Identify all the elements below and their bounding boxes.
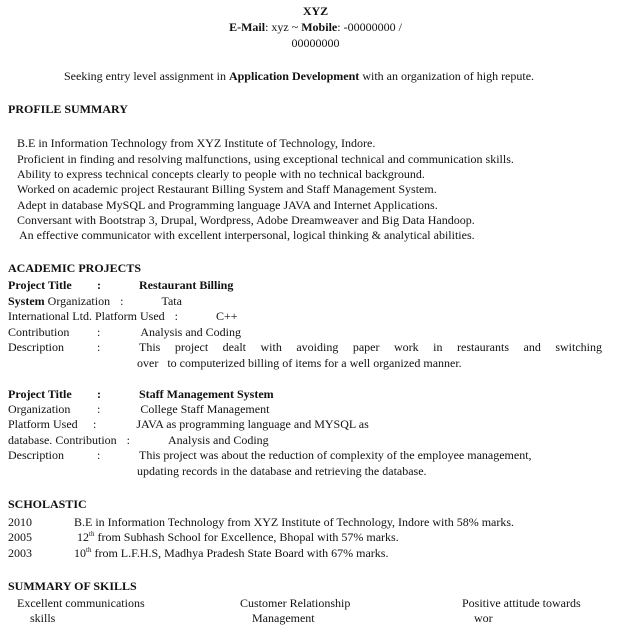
project2-description-line1: This project was about the reduction of complexity of the employee management, bbox=[139, 448, 532, 462]
project2-description-label: Description bbox=[8, 448, 64, 462]
project2-platform-colon: : bbox=[93, 417, 97, 431]
scholastic-year: 2010 bbox=[8, 515, 32, 529]
profile-item: B.E in Information Technology from XYZ Institute of Technology, Indore. bbox=[17, 136, 376, 150]
objective-suffix: with an organization of high repute. bbox=[359, 69, 535, 83]
objective bbox=[64, 69, 534, 84]
project2-org-colon: : bbox=[97, 402, 101, 416]
profile-item: An effective communicator with excellent interpersonal, logical thinking & analytical abilities. bbox=[19, 228, 475, 242]
project1-org-value: Tata bbox=[161, 294, 182, 308]
academic-projects-heading: ACADEMIC PROJECTS bbox=[8, 261, 142, 275]
project2-description-label-line bbox=[8, 448, 100, 463]
scholastic-grade-suffix: th bbox=[89, 530, 95, 538]
skills-heading: SUMMARY OF SKILLS bbox=[8, 579, 137, 593]
scholastic-detail bbox=[74, 546, 388, 561]
profile-item: Proficient in finding and resolving malfunctions, using exceptional technical and communication skills. bbox=[17, 152, 514, 166]
profile-summary-heading: PROFILE SUMMARY bbox=[8, 102, 128, 116]
scholastic-year: 2003 bbox=[8, 546, 32, 560]
project1-org-label: Organization bbox=[47, 294, 111, 308]
scholastic-text: from L.F.H.S, Madhya Pradesh State Board with 67% marks. bbox=[91, 546, 389, 560]
project2-platform-label: Platform Used bbox=[8, 417, 78, 431]
project2-platform-value: JAVA as programming language and MYSQL as bbox=[136, 417, 369, 431]
profile-item: Ability to express technical concepts clearly to people with no technical background. bbox=[17, 167, 425, 181]
scholastic-grade: 10 bbox=[74, 546, 86, 560]
mobile-label: Mobile bbox=[301, 20, 338, 34]
scholastic-text: from Subhash School for Excellence, Bhopal with 57% marks. bbox=[94, 530, 399, 544]
objective-prefix: Seeking entry level assignment in bbox=[64, 69, 229, 83]
project2-contribution-label: Contribution bbox=[55, 433, 117, 447]
mobile-value: : -00000000 / bbox=[337, 20, 402, 34]
mobile-value-cont: 00000000 bbox=[291, 36, 340, 50]
skill-item-line2: wor bbox=[474, 611, 493, 625]
project2-org-label: Organization bbox=[8, 402, 71, 416]
project1-platform-label: Platform Used bbox=[94, 309, 165, 323]
project1-title-value: Restaurant Billing bbox=[139, 278, 234, 292]
scholastic-text: B.E in Information Technology from XYZ Institute of Technology, Indore with 58% marks. bbox=[74, 515, 515, 529]
scholastic-year: 2005 bbox=[8, 530, 32, 544]
project1-description-label: Description bbox=[8, 340, 64, 354]
scholastic-grade: 12 bbox=[77, 530, 89, 544]
project1-platform-colon: : bbox=[174, 309, 178, 323]
project2-description-colon: : bbox=[97, 448, 101, 462]
scholastic-detail bbox=[74, 515, 514, 530]
project2-description-line2: updating records in the database and retrieving the database. bbox=[137, 464, 427, 478]
project1-title-line bbox=[8, 278, 233, 293]
scholastic-detail bbox=[77, 530, 399, 545]
project1-org-colon: : bbox=[120, 294, 124, 308]
project1-contribution-label: Contribution bbox=[8, 325, 70, 339]
skill-item-line2: Management bbox=[252, 611, 315, 625]
project1-description-line2: over to computerized billing of items for a well organized manner. bbox=[137, 356, 462, 370]
project2-title-value: Staff Management System bbox=[139, 387, 274, 401]
project2-contribution-colon: : bbox=[126, 433, 130, 447]
project2-contribution-line bbox=[8, 433, 269, 448]
project2-platform-line bbox=[8, 417, 369, 432]
project1-org-line bbox=[8, 294, 182, 309]
project1-contribution-value: Analysis and Coding bbox=[140, 325, 242, 339]
skill-item-line1: Excellent communications bbox=[17, 596, 145, 610]
project1-contribution-colon: : bbox=[97, 325, 101, 339]
project1-description-line1: This project dealt with avoiding paper work in restaurants and switching bbox=[139, 340, 602, 354]
skill-item-line2: skills bbox=[30, 611, 56, 625]
candidate-name: XYZ bbox=[302, 4, 329, 18]
project1-description-label-line bbox=[8, 340, 100, 355]
project2-title-colon: : bbox=[97, 387, 101, 401]
project1-title-label: Project Title bbox=[8, 278, 72, 292]
project1-title-colon: : bbox=[97, 278, 101, 292]
project1-org-value-cont: International Ltd. bbox=[8, 309, 92, 323]
project2-platform-value-cont: database. bbox=[8, 433, 53, 447]
scholastic-heading: SCHOLASTIC bbox=[8, 497, 87, 511]
project2-org-line bbox=[8, 402, 269, 417]
project1-title-value-cont: System bbox=[8, 294, 45, 308]
skill-item-line1: Customer Relationship bbox=[240, 596, 351, 610]
objective-emphasis: Application Development bbox=[228, 69, 360, 83]
contact-line bbox=[0, 20, 631, 35]
email-value: : xyz ~ bbox=[265, 20, 302, 34]
project1-contribution-line bbox=[8, 325, 241, 340]
profile-item: Conversant with Bootstrap 3, Drupal, Wordpress, Adobe Dreamweaver and Big Data Handoop. bbox=[17, 213, 475, 227]
email-label: E-Mail bbox=[229, 20, 266, 34]
project2-title-label: Project Title bbox=[8, 387, 72, 401]
profile-item: Adept in database MySQL and Programming language JAVA and Internet Applications. bbox=[17, 198, 438, 212]
project2-contribution-value: Analysis and Coding bbox=[168, 433, 269, 447]
project1-description-colon: : bbox=[97, 340, 101, 354]
project2-title-line bbox=[8, 387, 274, 402]
project1-platform-line bbox=[8, 309, 238, 324]
project2-org-value: College Staff Management bbox=[140, 402, 270, 416]
scholastic-grade-suffix: th bbox=[86, 546, 92, 554]
project1-platform-value: C++ bbox=[215, 309, 238, 323]
skill-item-line1: Positive attitude towards bbox=[462, 596, 581, 610]
profile-item: Worked on academic project Restaurant Billing System and Staff Management System. bbox=[17, 182, 437, 196]
